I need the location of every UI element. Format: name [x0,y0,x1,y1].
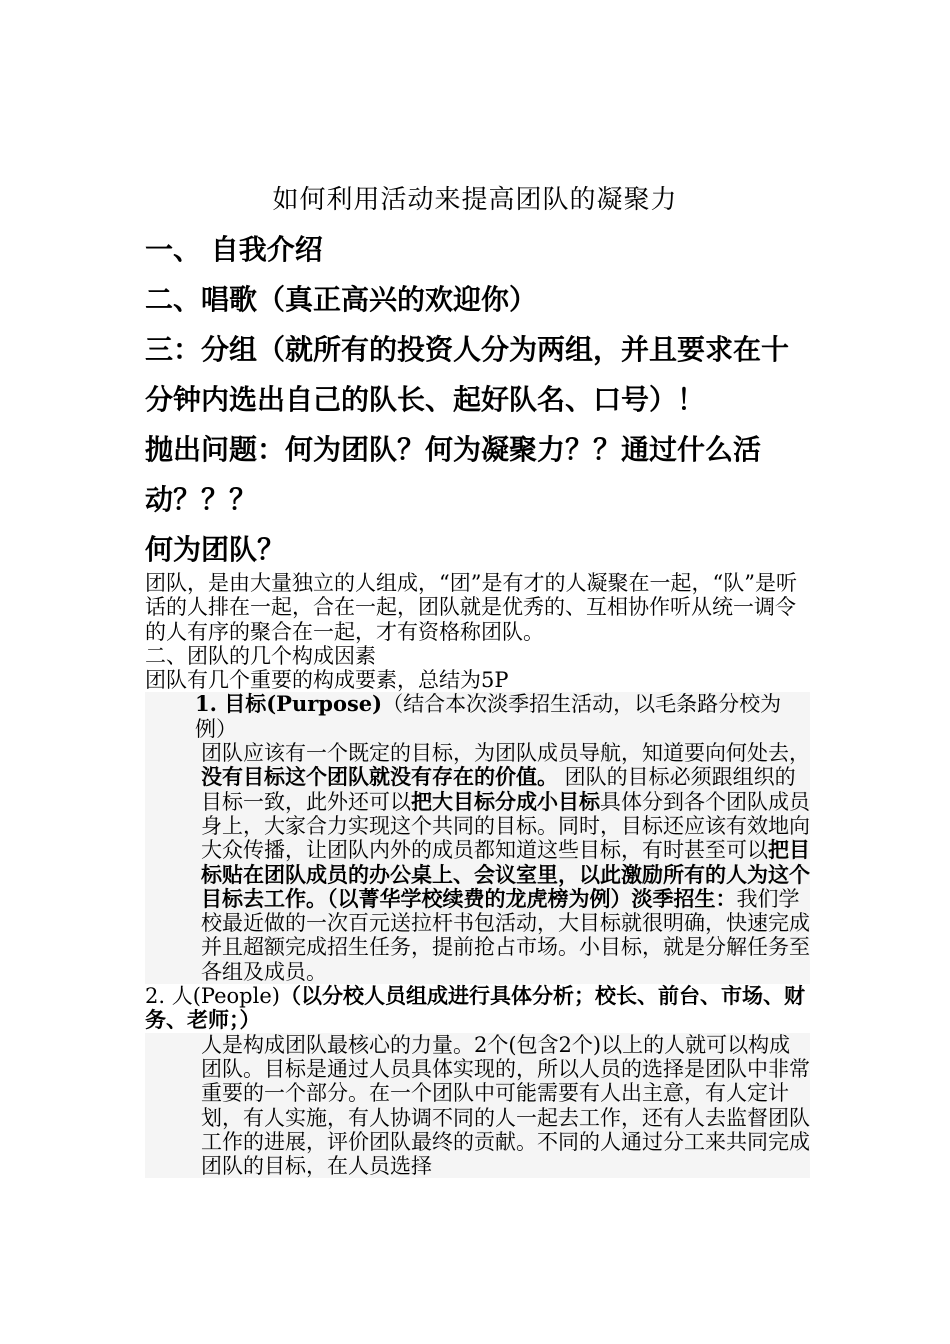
people-section [145,984,810,1178]
people-heading [145,984,810,1033]
goal-heading-bold: 1. 目标(Purpose) [195,691,383,717]
heading-self-intro: 一、 自我介绍 [145,233,323,266]
goal-bold-2: 把大目标分成小目标 [411,788,600,814]
question-line2: 动？？？ [145,483,258,516]
goal-bold-1: 没有目标这个团队就没有存在的价值。 [201,764,558,790]
goal-section [145,692,810,984]
question-line1: 抛出问题：何为团队？何为凝聚力？？通过什么活 [145,433,762,466]
people-heading-note: （以分校人员组成进行具体分析；校长、前台、市场、财务、老师；） [145,983,805,1033]
goal-text-1: 团队应该有一个既定的目标，为团队成员导航，知道要向何处去， [201,741,810,766]
goal-bold-3: 把目标贴在团队成员的办公桌上、会议室里，以此激励所有的人为这个目标去工作。（以菁华学校续费的龙虎榜为例）淡季招生： [201,837,810,911]
section2-intro: 团队有几个重要的构成要素，总结为5P [145,668,509,693]
goal-text-3: 具体分到各个团队成员身上，大家合力实现这个共同的目标。同时，目标还应该有效地向大众传播，让团队内外的成员都知道这些目标，有时甚至可以 [201,789,810,863]
goal-paragraph [145,741,810,984]
goal-heading-note: （结合本次淡季招生活动，以毛条路分校为例） [195,692,782,741]
people-paragraph: 人是构成团队最核心的力量。2个(包含2个)以上的人就可以构成团队。目标是通过人员具体实现的，所以人员的选择是团队中非常重要的一个部分。在一个团队中可能需要有人出主意，有人定计划，有人实施，有人协调不同的人一起去工作，还有人去监督团队工作的进展，评价团队最终的贡献。不同的人通过分工来共同完成团队的目标，在人员选择 [145,1033,810,1179]
document-title: 如何利用活动来提高团队的凝聚力 [272,185,678,215]
heading-grouping-line1: 三：分组（就所有的投资人分为两组，并且要求在十 [145,333,790,366]
body-text [145,571,810,1178]
section2-title: 二、团队的几个构成因素 [145,643,376,668]
team-definition-paragraph: 团队，是由大量独立的人组成，“团”是有才的人凝聚在一起，“队”是听话的人排在一起，合在一起，团队就是优秀的、互相协作听从统一调令的人有序的聚合在一起，才有资格称团队。 [145,571,797,644]
heading-singing: 二、唱歌（真正高兴的欢迎你） [145,283,538,316]
goal-text-4: 我们学校最近做的一次百元送拉杆书包活动，大目标就很明确，快速完成并且超额完成招生任务，提前抢占市场。小目标，就是分解任务至各组及成员。 [201,886,810,984]
goal-text-2: 团队的目标必须跟组织的目标一致，此外还可以 [201,765,796,814]
people-heading-label: 2. 人(People) [145,984,280,1009]
heading-grouping-line2: 分钟内选出自己的队长、起好队名、口号）！ [145,383,706,416]
what-is-team-heading: 何为团队？ [145,533,286,566]
goal-heading [145,692,810,741]
